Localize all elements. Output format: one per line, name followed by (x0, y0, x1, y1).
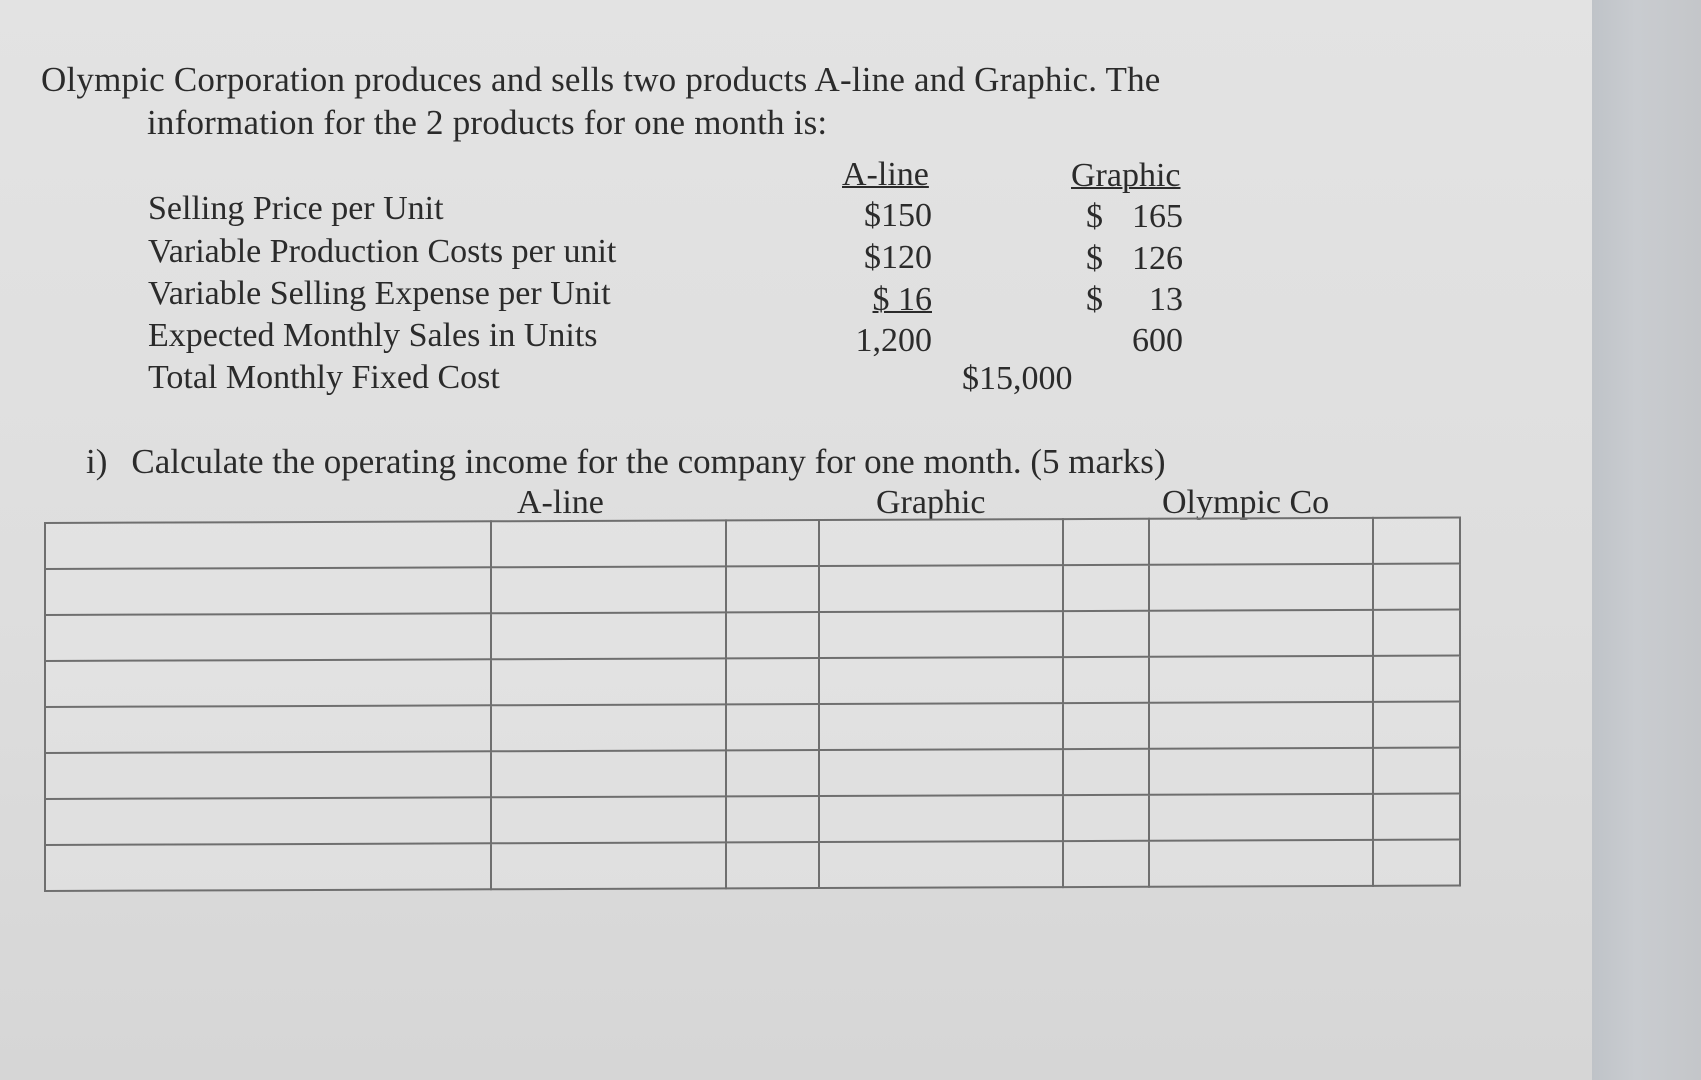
answer-row (45, 610, 1460, 661)
answer-grid (44, 517, 1459, 892)
question-number: i) (86, 442, 108, 481)
answer-cell[interactable] (1149, 564, 1373, 611)
answer-cell[interactable] (819, 565, 1063, 612)
answer-row (45, 564, 1460, 615)
graphic-variable-selling-expense: 13 (1149, 281, 1183, 318)
answer-cell[interactable] (1063, 795, 1149, 841)
graphic-variable-production-costs: 126 (1132, 240, 1183, 277)
row-label-expected-monthly-sales: Expected Monthly Sales in Units (148, 317, 598, 354)
answer-cell[interactable] (491, 566, 726, 613)
answer-header-olympic-co: Olympic Co (1162, 484, 1330, 521)
answer-cell[interactable] (1063, 657, 1149, 703)
answer-row (45, 748, 1460, 799)
answer-cell[interactable] (1063, 565, 1149, 611)
answer-cell[interactable] (491, 658, 726, 705)
answer-cell[interactable] (1149, 702, 1373, 749)
column-header-aline: A-line (842, 156, 929, 193)
answer-cell[interactable] (45, 843, 491, 891)
answer-cell[interactable] (726, 566, 819, 612)
answer-cell[interactable] (819, 841, 1063, 888)
graphic-variable-selling-expense-symbol: $ (1086, 281, 1103, 318)
answer-cell[interactable] (45, 567, 491, 615)
aline-variable-production-costs: $120 (864, 239, 932, 276)
answer-cell[interactable] (1063, 841, 1149, 887)
answer-cell[interactable] (1149, 748, 1373, 795)
graphic-variable-production-costs-symbol: $ (1086, 240, 1103, 277)
answer-cell[interactable] (491, 704, 726, 751)
answer-cell[interactable] (1149, 840, 1373, 887)
answer-cell[interactable] (1063, 611, 1149, 657)
answer-row (45, 656, 1460, 707)
answer-cell[interactable] (491, 842, 726, 889)
answer-cell[interactable] (1373, 518, 1460, 564)
answer-cell[interactable] (819, 703, 1063, 750)
answer-cell[interactable] (1373, 794, 1460, 840)
answer-cell[interactable] (491, 520, 726, 567)
answer-cell[interactable] (45, 659, 491, 707)
answer-cell[interactable] (726, 796, 819, 842)
answer-cell[interactable] (819, 657, 1063, 704)
answer-cell[interactable] (1149, 794, 1373, 841)
answer-cell[interactable] (1373, 656, 1460, 702)
answer-cell[interactable] (819, 519, 1063, 566)
aline-variable-selling-expense: $ 16 (872, 281, 932, 318)
row-label-selling-price: Selling Price per Unit (148, 190, 444, 227)
answer-cell[interactable] (726, 750, 819, 796)
answer-row (45, 518, 1460, 569)
row-label-total-monthly-fixed-cost: Total Monthly Fixed Cost (148, 359, 500, 396)
answer-cell[interactable] (1373, 840, 1460, 886)
answer-cell[interactable] (491, 750, 726, 797)
answer-cell[interactable] (1063, 703, 1149, 749)
answer-cell[interactable] (45, 705, 491, 753)
answer-cell[interactable] (726, 612, 819, 658)
total-monthly-fixed-cost: $15,000 (962, 360, 1073, 397)
aline-expected-monthly-sales: 1,200 (855, 322, 932, 359)
question-text: Calculate the operating income for the company for one month. (5 marks) (131, 442, 1166, 481)
answer-cell[interactable] (45, 751, 491, 799)
answer-cell[interactable] (1063, 749, 1149, 795)
answer-cell[interactable] (819, 749, 1063, 796)
answer-header-aline: A-line (517, 484, 604, 521)
row-label-variable-selling-expense: Variable Selling Expense per Unit (148, 275, 611, 312)
column-header-graphic: Graphic (1071, 157, 1181, 194)
answer-cell[interactable] (726, 704, 819, 750)
answer-cell[interactable] (726, 842, 819, 888)
graphic-expected-monthly-sales: 600 (1132, 322, 1183, 359)
answer-cell[interactable] (45, 613, 491, 661)
answer-row (45, 702, 1460, 753)
answer-cell[interactable] (45, 797, 491, 845)
question-i (86, 442, 1166, 482)
graphic-selling-price: 165 (1132, 198, 1183, 235)
answer-cell[interactable] (1373, 702, 1460, 748)
answer-cell[interactable] (1149, 610, 1373, 657)
answer-cell[interactable] (1149, 518, 1373, 565)
answer-cell[interactable] (726, 658, 819, 704)
graphic-selling-price-symbol: $ (1086, 198, 1103, 235)
answer-header-graphic: Graphic (876, 484, 986, 521)
answer-cell[interactable] (1373, 610, 1460, 656)
answer-cell[interactable] (1149, 656, 1373, 703)
screen-bezel (1592, 0, 1701, 1080)
answer-row (45, 840, 1460, 891)
answer-row (45, 794, 1460, 845)
answer-cell[interactable] (1373, 748, 1460, 794)
aline-selling-price: $150 (864, 197, 932, 234)
answer-cell[interactable] (819, 795, 1063, 842)
answer-cell[interactable] (819, 611, 1063, 658)
answer-cell[interactable] (1373, 564, 1460, 610)
answer-cell[interactable] (726, 520, 819, 566)
answer-cell[interactable] (1063, 519, 1149, 565)
answer-cell[interactable] (491, 612, 726, 659)
intro-line-2: information for the 2 products for one month is: (147, 103, 828, 142)
row-label-variable-production-costs: Variable Production Costs per unit (148, 233, 617, 270)
answer-cell[interactable] (491, 796, 726, 843)
intro-line-1: Olympic Corporation produces and sells two products A-line and Graphic. The (41, 60, 1161, 99)
answer-cell[interactable] (45, 521, 491, 569)
